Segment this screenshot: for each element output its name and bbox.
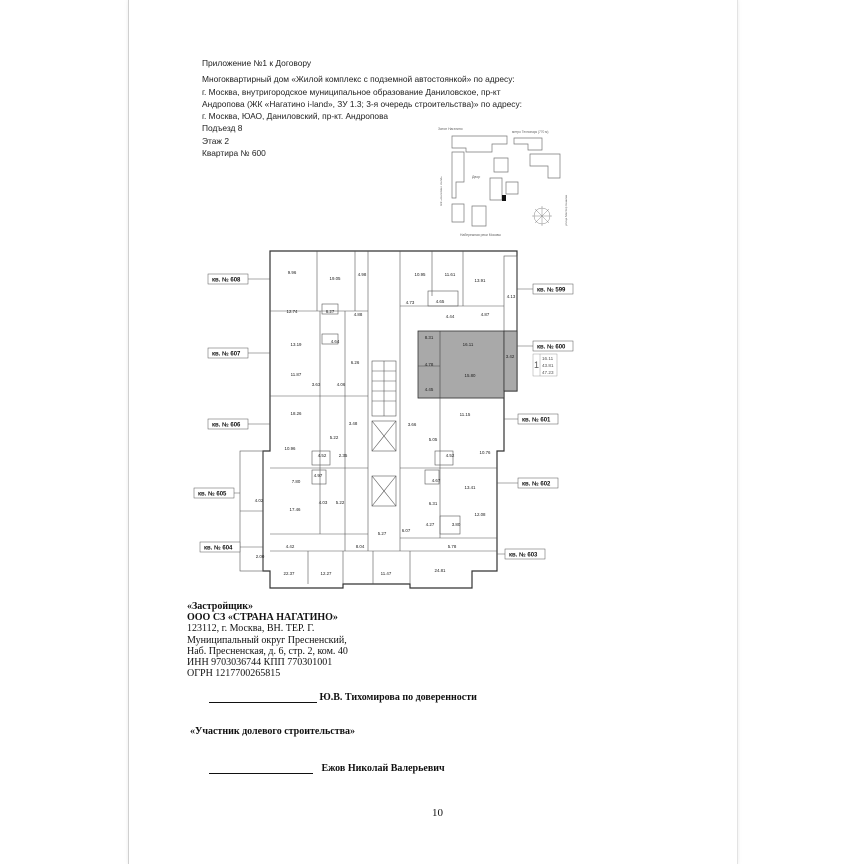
- participant-signer: Ежов Николай Валерьевич: [321, 763, 445, 774]
- room-area: 4.27: [425, 522, 435, 527]
- keymap-right-label: улица Мастер Кашина: [564, 194, 568, 226]
- room-area: 4.44: [445, 314, 455, 319]
- summary-area-1: 16.11: [542, 356, 554, 361]
- compass-icon: [532, 206, 552, 226]
- room-area: 3.48: [348, 421, 358, 426]
- apartment-callout-601: [504, 414, 558, 424]
- room-area: 2.00: [255, 554, 265, 559]
- room-area: 10.96: [284, 446, 296, 451]
- apartment-callout-604: [200, 542, 263, 552]
- room-area: 4.13: [506, 294, 516, 299]
- developer-address: Наб. Пресненская, д. 6, стр. 2, ком. 40: [187, 645, 348, 657]
- room-area: 4.88: [353, 312, 363, 317]
- svg-text:кв. № 607: кв. № 607: [212, 351, 241, 358]
- address-line: Андропова (ЖК «Нагатино i-land», ЗУ 1.3; 3-я очередь строительства)» по адресу:: [202, 98, 522, 109]
- room-area: 6.07: [401, 528, 411, 533]
- room-area: 4.98: [357, 272, 367, 277]
- room-area: 13.41: [464, 485, 476, 490]
- svg-text:кв. № 604: кв. № 604: [204, 545, 233, 552]
- developer-address: Муниципальный округ Пресненский,: [187, 634, 347, 646]
- room-area: 18.26: [290, 411, 302, 416]
- address-line: Многоквартирный дом «Жилой комплекс с подземной автостоянкой» по адресу:: [202, 74, 515, 85]
- room-area: 4.03: [318, 500, 328, 505]
- room-area: 3.42: [505, 354, 515, 359]
- floor-plan: [198, 246, 566, 596]
- developer-role: «Застройщик»: [187, 601, 254, 612]
- room-area: 10.95: [414, 272, 426, 277]
- room-area: 7.80: [291, 479, 301, 484]
- room-area: 4.87: [480, 312, 490, 317]
- room-area: 4.65: [435, 299, 445, 304]
- keymap-yard-label: Двор: [472, 175, 481, 179]
- developer-signer: Ю.В. Тихомирова по доверенности: [319, 692, 477, 703]
- signature-line: [209, 702, 317, 703]
- participant-role: «Участник долевого строительства»: [190, 726, 356, 737]
- keymap-bottom-label: Набережная реки Москвы: [460, 233, 501, 237]
- room-area: 10.76: [479, 450, 491, 455]
- room-area: 11.47: [380, 571, 392, 576]
- developer-block: [187, 601, 348, 679]
- svg-text:кв. № 606: кв. № 606: [212, 422, 241, 429]
- room-area: 11.61: [444, 272, 456, 277]
- signature-line: [209, 773, 313, 774]
- room-area: 13.91: [474, 278, 486, 283]
- room-area: 4.02: [254, 498, 264, 503]
- apartment-callout-602: [497, 478, 558, 488]
- room-area: 12.08: [474, 512, 486, 517]
- room-area: 9.96: [287, 270, 297, 275]
- keymap-left-label: ЖК «Нагатино i-land»: [439, 176, 443, 206]
- summary-rooms: 1: [534, 360, 540, 370]
- room-area: 4.67: [431, 478, 441, 483]
- address-line: г. Москва, ЮАО, Даниловский, пр-кт. Андропова: [202, 111, 389, 122]
- room-area: 24.81: [434, 568, 446, 573]
- floor-label: Этаж 2: [202, 135, 230, 146]
- page-number: 10: [432, 807, 443, 819]
- apartment-600-summary: [533, 354, 557, 376]
- room-area: 5.22: [335, 500, 345, 505]
- room-area: 4.64: [330, 339, 340, 344]
- developer-signature-row: [209, 692, 477, 703]
- room-area: 4.52: [317, 453, 327, 458]
- svg-text:кв. № 602: кв. № 602: [522, 481, 551, 488]
- room-area: 11.15: [459, 412, 471, 417]
- apartment-callout-606: [208, 419, 270, 429]
- developer-address: 123112, г. Москва, ВН. ТЕР. Г.: [187, 623, 315, 635]
- keymap-building-marker: [502, 195, 506, 201]
- room-area: 4.97: [313, 473, 323, 478]
- room-area: 6.27: [325, 309, 335, 314]
- room-area: 5.78: [447, 544, 457, 549]
- appendix-title: Приложение №1 к Договору: [202, 58, 312, 68]
- room-area: 5.22: [329, 435, 339, 440]
- room-area: 4.45: [424, 387, 434, 392]
- room-area-labels: [255, 270, 516, 576]
- room-area: 12.27: [320, 571, 332, 576]
- apartment-callout-600: [517, 341, 573, 351]
- apartment-label: Квартира № 600: [202, 148, 266, 159]
- apartment-callout-605: [194, 488, 240, 498]
- room-area: 4.42: [285, 544, 295, 549]
- room-area: 13.19: [290, 342, 302, 347]
- entrance-label: Подъезд 8: [202, 123, 243, 134]
- keymap-top-label: Затон Нагатино: [438, 127, 463, 131]
- apartment-callout-608: [208, 274, 270, 284]
- room-area: 4.06: [336, 382, 346, 387]
- room-area: 8.04: [355, 544, 365, 549]
- room-area: 3.63: [311, 382, 321, 387]
- room-area: 6.31: [428, 501, 438, 506]
- summary-area-2: 43.81: [542, 363, 554, 368]
- svg-text:кв. № 599: кв. № 599: [537, 287, 566, 294]
- room-area: 19.05: [329, 276, 341, 281]
- room-area: 4.73: [405, 300, 415, 305]
- svg-text:кв. № 605: кв. № 605: [198, 491, 227, 498]
- summary-area-3: 47.23: [542, 370, 554, 375]
- room-area: 16.11: [462, 342, 474, 347]
- room-area: 5.05: [428, 437, 438, 442]
- room-area: 17.46: [289, 507, 301, 512]
- room-area: 5.27: [377, 531, 387, 536]
- apartment-callout-607: [208, 348, 270, 358]
- room-area: 3.66: [407, 422, 417, 427]
- room-area: 8.31: [424, 335, 434, 340]
- room-area: 3.80: [451, 522, 461, 527]
- room-area: 11.87: [290, 372, 302, 377]
- room-area: 2.35: [338, 453, 348, 458]
- svg-text:кв. № 608: кв. № 608: [212, 277, 241, 284]
- svg-text:кв. № 601: кв. № 601: [522, 417, 551, 424]
- room-area: 4.78: [424, 362, 434, 367]
- apartment-callout-599: [517, 284, 573, 294]
- room-area: 15.80: [464, 373, 476, 378]
- developer-tax-ids: ИНН 9703036744 КПП 770301001: [187, 657, 333, 669]
- location-keymap: [432, 122, 572, 238]
- room-area: 4.52: [445, 453, 455, 458]
- developer-ogrn: ОГРН 1217700265815: [187, 668, 281, 680]
- room-area: 6.26: [350, 360, 360, 365]
- participant-signature-row: [209, 763, 445, 774]
- apartment-callout-603: [497, 549, 545, 559]
- address-line: г. Москва, внутригородское муниципальное образование Даниловское, пр-кт: [202, 86, 501, 97]
- svg-text:кв. № 603: кв. № 603: [509, 552, 538, 559]
- room-area: 22.37: [283, 571, 295, 576]
- room-area: 12.74: [286, 309, 298, 314]
- developer-name: ООО СЗ «СТРАНА НАГАТИНО»: [187, 612, 338, 624]
- keymap-metro-label: метро Технопарк (770 м): [512, 130, 549, 134]
- svg-text:кв. № 600: кв. № 600: [537, 344, 566, 351]
